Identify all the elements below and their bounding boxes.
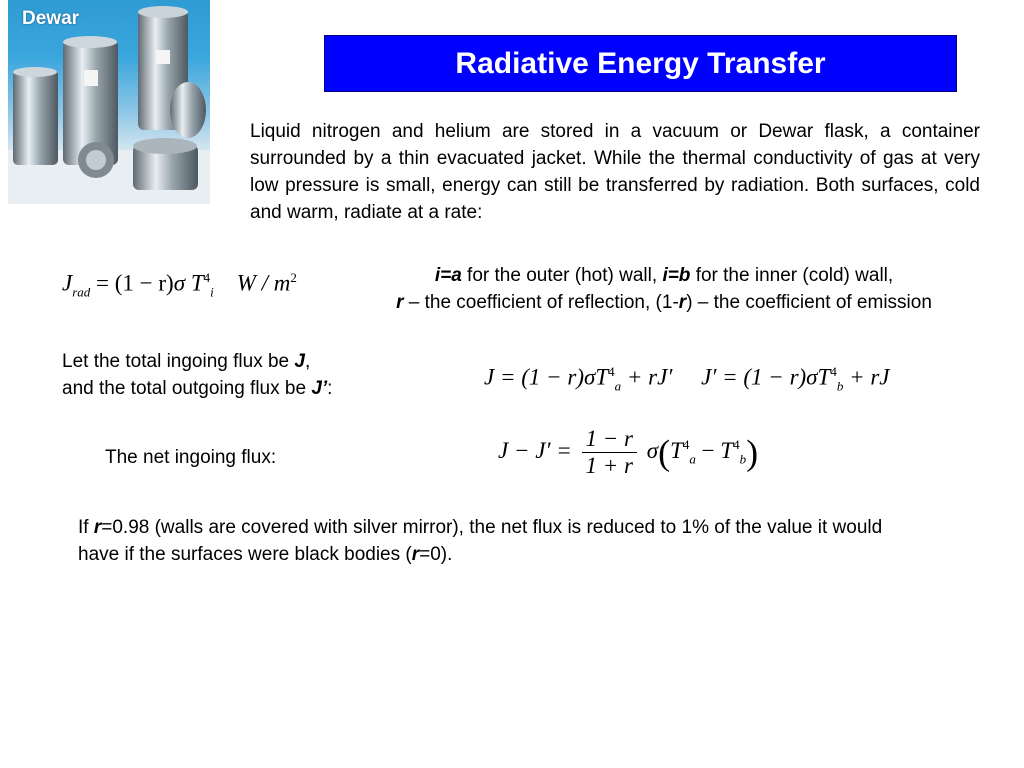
eq2-a: J = (1 − r)σT	[484, 364, 609, 390]
note-ib: i=b	[662, 265, 691, 286]
eq2-a-sub: a	[614, 378, 622, 394]
equation-net-flux: J − J′ = $\frac{1 - r}{1 + r}$ $\sigma(T^4_a - T^4_b)$	[498, 426, 759, 478]
net-flux-label: The net ingoing flux:	[105, 447, 277, 468]
net-tb-sub: b	[739, 451, 747, 467]
net-tb: T	[720, 437, 734, 463]
conclusion-r: r	[93, 517, 102, 538]
net-sigma: σ	[646, 437, 659, 463]
flux-j: J	[294, 351, 305, 372]
eq1-unit-sup: 2	[290, 270, 297, 285]
flux-colon: :	[327, 378, 333, 399]
note-r: r	[396, 292, 404, 313]
note-r-text1: – the coefficient of reflection, (1-	[403, 292, 679, 313]
coefficient-note	[330, 262, 998, 316]
net-ta: T	[670, 437, 683, 463]
page-title: Radiative Energy Transfer	[455, 46, 826, 80]
eq1-lhs-sub: rad	[72, 284, 91, 300]
note-ia: i=a	[434, 265, 462, 286]
note-ia-text: for the outer (hot) wall,	[461, 265, 663, 286]
net-minus: −	[695, 437, 721, 463]
net-fraction	[582, 426, 637, 479]
flux-line1: Let the total ingoing flux be	[62, 351, 295, 372]
note-r2: r	[678, 292, 687, 313]
equation-flux-balance	[484, 364, 890, 394]
net-lhs: J − J′ =	[498, 437, 572, 463]
net-numerator: 1 − r	[582, 426, 637, 453]
flux-line2: and the total outgoing flux be	[62, 378, 312, 399]
eq1-t-sup: 4	[203, 270, 211, 285]
intro-paragraph: Liquid nitrogen and helium are stored in a vacuum or Dewar flask, a container surrounded by a thin evacuated jacket. While the thermal conductivity of gas at very low pressure is small, energy can still be transferred by radiation. Both surfaces, cold and warm, radiate at a rate:	[250, 121, 980, 223]
flux-definition	[62, 348, 332, 402]
conclusion-paragraph	[78, 514, 918, 568]
conclusion-p1: If	[78, 517, 94, 538]
eq1-equals: =	[96, 270, 110, 296]
dewar-photo	[8, 0, 210, 204]
photo-label: Dewar	[22, 8, 80, 29]
eq2-a-tail: + rJ′	[621, 364, 673, 390]
flux-jp: J’	[311, 378, 328, 399]
equation-radiation-rate	[62, 270, 297, 300]
title-banner	[324, 35, 957, 92]
net-tb-sup: 4	[733, 437, 740, 453]
net-denominator: 1 + r	[585, 453, 633, 478]
conclusion-p3: =0).	[419, 544, 453, 565]
eq2-b-sup: 4	[830, 364, 837, 379]
eq1-lhs: J	[62, 270, 73, 296]
eq2-b-sub: b	[836, 378, 844, 394]
eq1-paren: (1 − r)	[114, 270, 174, 296]
flux-comma: ,	[304, 351, 311, 372]
note-ib-text: for the inner (cold) wall,	[690, 265, 894, 286]
eq1-t: T	[190, 270, 204, 296]
eq1-t-sub: i	[210, 284, 214, 300]
eq1-sigma: σ	[173, 270, 186, 296]
net-ta-sub: a	[689, 451, 696, 467]
dewar-flasks-illustration	[8, 0, 210, 204]
conclusion-r2: r	[411, 544, 420, 565]
eq2-b: J′ = (1 − r)σT	[701, 364, 831, 390]
eq1-unit: W / m	[236, 270, 291, 296]
eq2-a-sup: 4	[608, 364, 615, 379]
net-ta-sup: 4	[682, 437, 690, 453]
note-r-text2: ) – the coefficient of emission	[686, 292, 932, 313]
conclusion-p2: =0.98 (walls are covered with silver mirror), the net flux is reduced to 1% of the value it would have if the surfaces were black bodies (	[78, 517, 883, 565]
eq2-b-tail: + rJ	[843, 364, 890, 390]
